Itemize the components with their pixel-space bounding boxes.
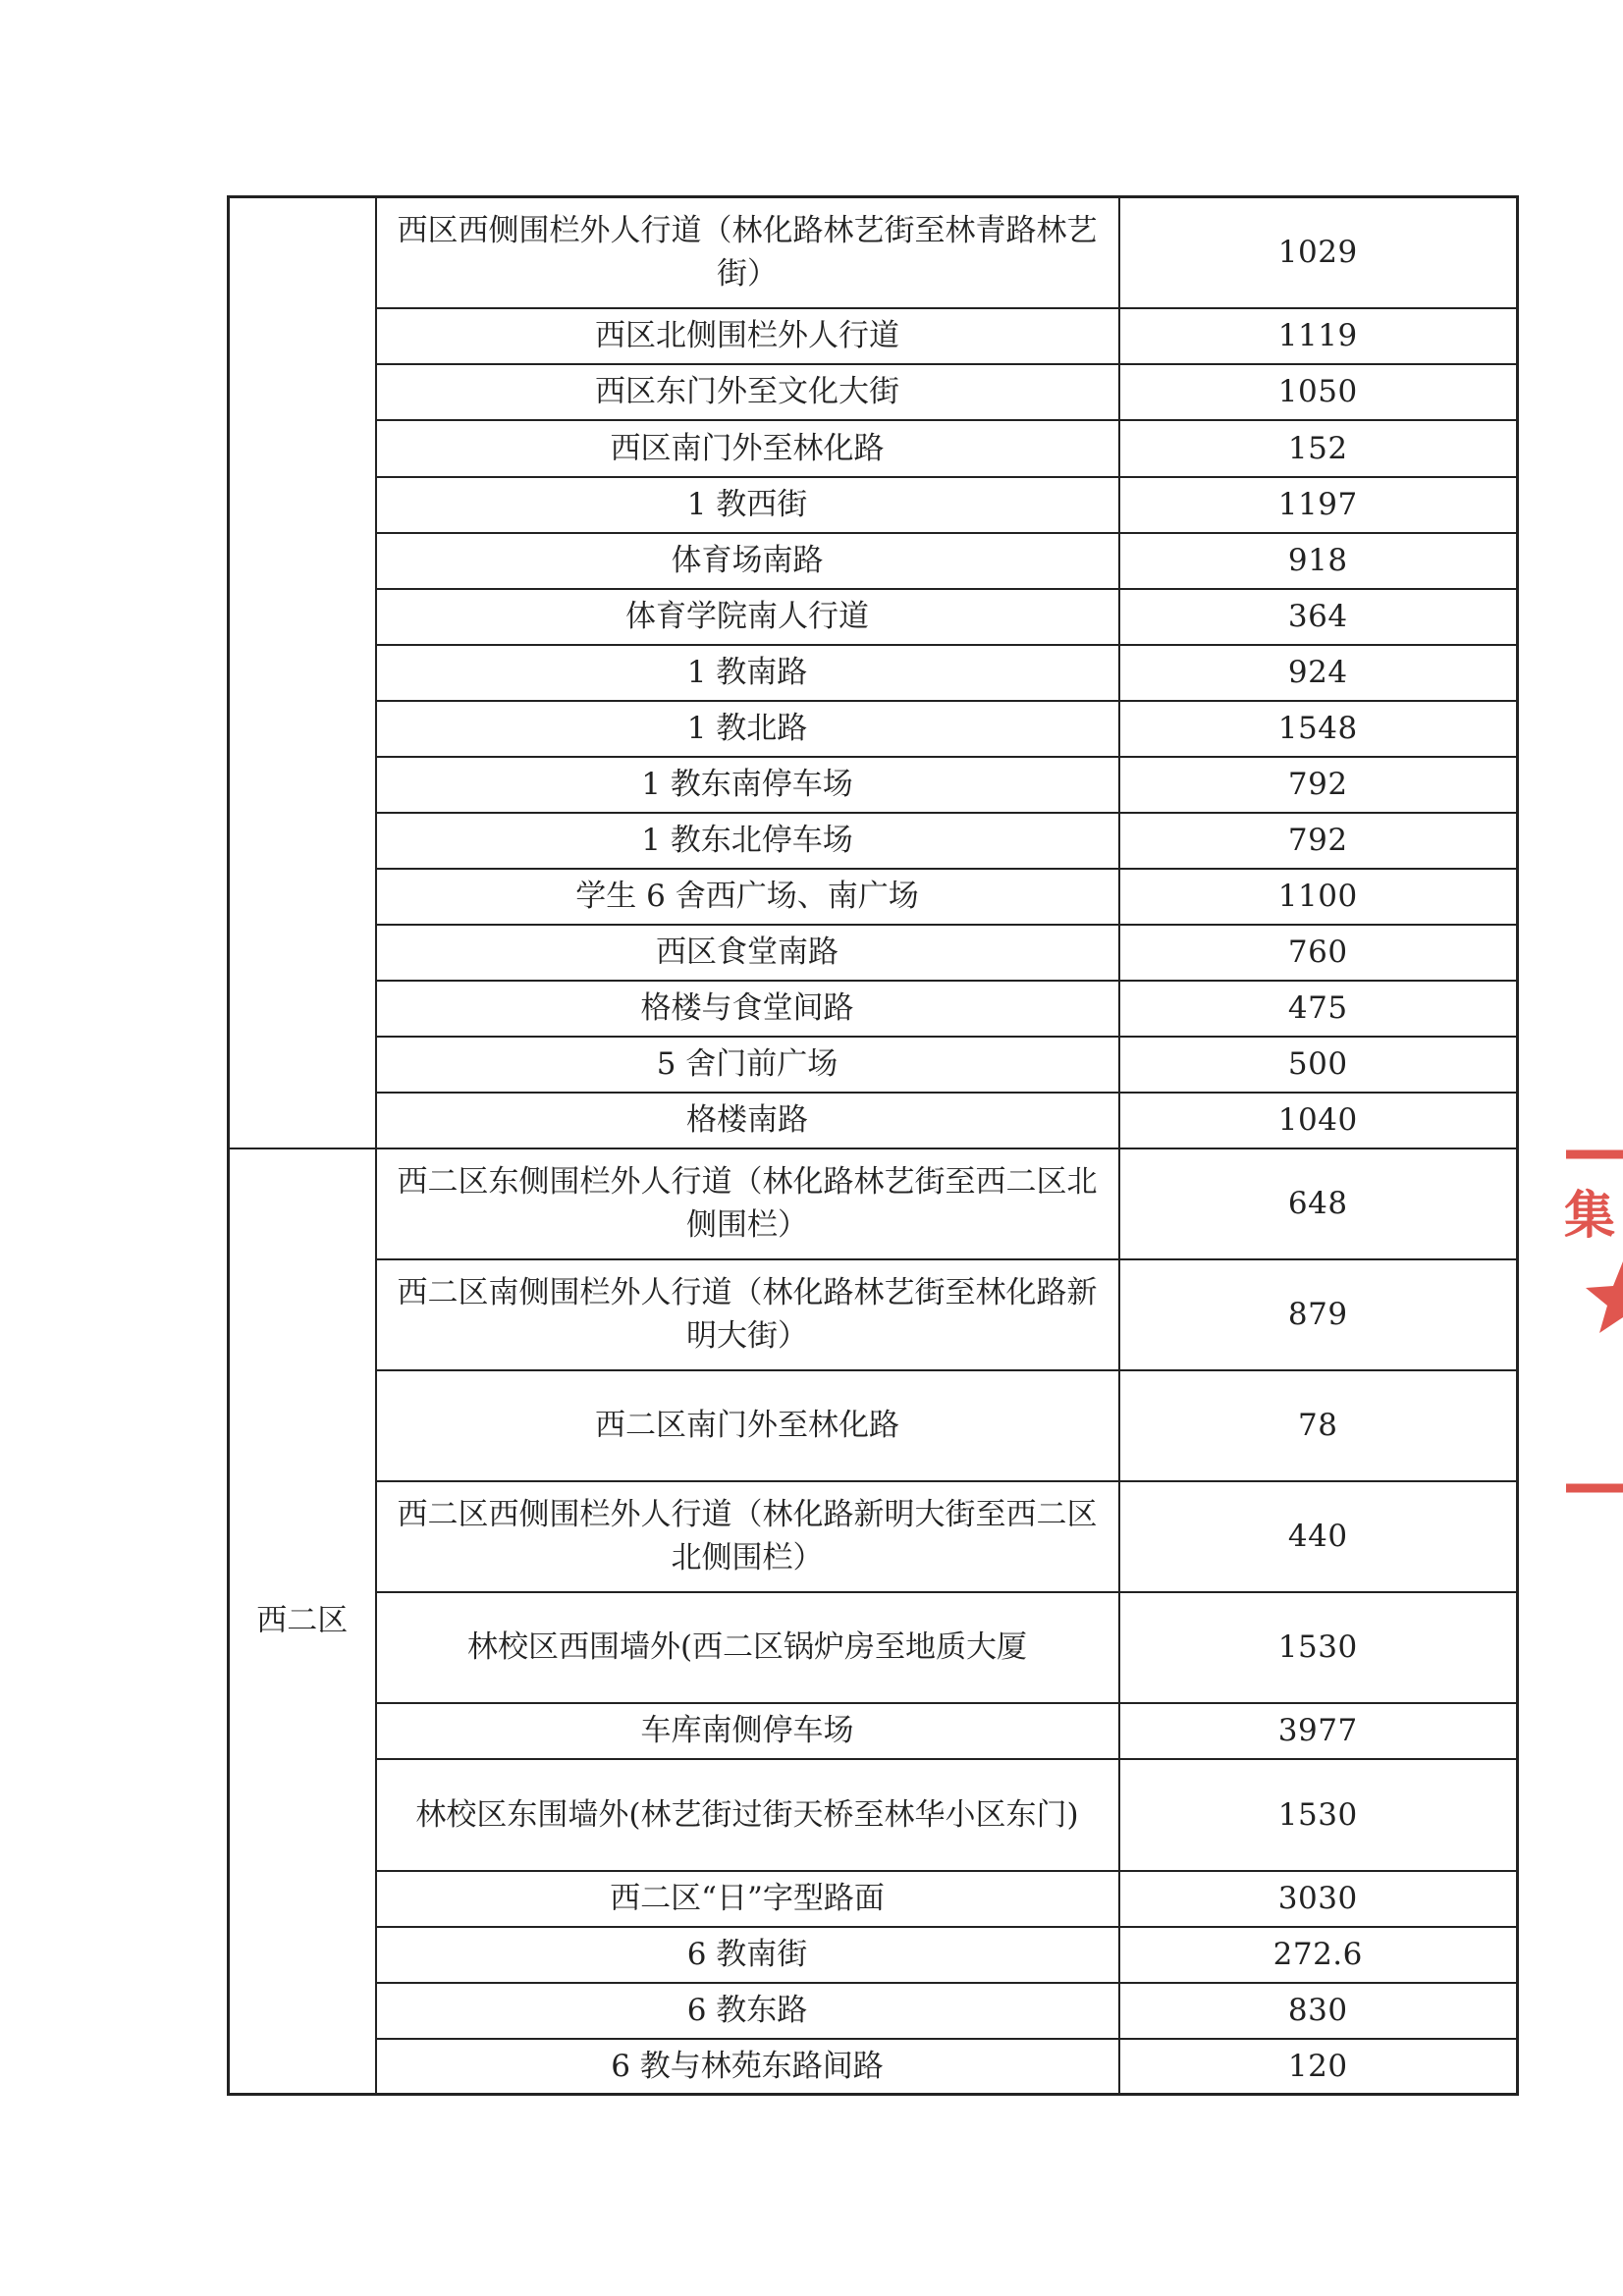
road-name-cell: 车库南侧停车场 <box>376 1703 1119 1759</box>
table-row <box>229 1093 1518 1148</box>
road-name-cell: 1 教北路 <box>376 701 1119 757</box>
table-row <box>229 645 1518 701</box>
area-value-cell: 440 <box>1119 1481 1518 1592</box>
seal-star-icon <box>1586 1261 1623 1333</box>
road-name-cell: 学生 6 舍西广场、南广场 <box>376 869 1119 925</box>
area-value-cell: 1530 <box>1119 1592 1518 1703</box>
area-value-cell: 120 <box>1119 2039 1518 2095</box>
road-name-cell: 1 教西街 <box>376 477 1119 533</box>
table-row <box>229 1983 1518 2039</box>
area-value-cell: 648 <box>1119 1148 1518 1259</box>
road-name-cell: 林校区西围墙外(西二区锅炉房至地质大厦 <box>376 1592 1119 1703</box>
area-value-cell: 830 <box>1119 1983 1518 2039</box>
area-value-cell: 918 <box>1119 533 1518 589</box>
area-value-cell: 1029 <box>1119 197 1518 308</box>
table-row <box>229 1481 1518 1592</box>
road-name-cell: 西二区东侧围栏外人行道（林化路林艺街至西二区北侧围栏） <box>376 1148 1119 1259</box>
area-value-cell: 1530 <box>1119 1759 1518 1871</box>
road-name-cell: 西二区“日”字型路面 <box>376 1871 1119 1927</box>
table-row <box>229 364 1518 420</box>
table-row <box>229 1259 1518 1370</box>
road-name-cell: 西二区西侧围栏外人行道（林化路新明大街至西二区北侧围栏） <box>376 1481 1119 1592</box>
seal-text: 集 <box>1563 1186 1616 1246</box>
table-row <box>229 1927 1518 1983</box>
table-row <box>229 701 1518 757</box>
roads-area-table <box>227 195 1519 2096</box>
road-name-cell: 格楼与食堂间路 <box>376 981 1119 1037</box>
table-row <box>229 1148 1518 1259</box>
red-seal-stamp <box>1556 1148 1623 1502</box>
area-value-cell: 364 <box>1119 589 1518 645</box>
area-value-cell: 152 <box>1119 420 1518 477</box>
area-value-cell: 1050 <box>1119 364 1518 420</box>
table-row <box>229 533 1518 589</box>
area-value-cell: 78 <box>1119 1370 1518 1481</box>
road-name-cell: 格楼南路 <box>376 1093 1119 1148</box>
seal-bracket-shapes <box>1563 1154 1623 1488</box>
area-value-cell: 475 <box>1119 981 1518 1037</box>
area-value-cell: 924 <box>1119 645 1518 701</box>
table-row <box>229 1592 1518 1703</box>
road-name-cell: 西二区南门外至林化路 <box>376 1370 1119 1481</box>
area-value-cell: 1197 <box>1119 477 1518 533</box>
area-value-cell: 3030 <box>1119 1871 1518 1927</box>
road-name-cell: 5 舍门前广场 <box>376 1037 1119 1093</box>
table-row <box>229 2039 1518 2095</box>
table-row <box>229 1370 1518 1481</box>
road-name-cell: 1 教东北停车场 <box>376 813 1119 869</box>
table-row <box>229 1037 1518 1093</box>
road-name-cell: 体育场南路 <box>376 533 1119 589</box>
table-row <box>229 197 1518 308</box>
area-value-cell: 879 <box>1119 1259 1518 1370</box>
area-value-cell: 1040 <box>1119 1093 1518 1148</box>
road-name-cell: 西区西侧围栏外人行道（林化路林艺街至林青路林艺街） <box>376 197 1119 308</box>
table-row <box>229 757 1518 813</box>
area-value-cell: 1548 <box>1119 701 1518 757</box>
area-value-cell: 1100 <box>1119 869 1518 925</box>
table-row <box>229 308 1518 364</box>
table-row <box>229 925 1518 981</box>
area-value-cell: 3977 <box>1119 1703 1518 1759</box>
table-row <box>229 813 1518 869</box>
road-name-cell: 西区南门外至林化路 <box>376 420 1119 477</box>
table-row <box>229 981 1518 1037</box>
area-value-cell: 272.6 <box>1119 1927 1518 1983</box>
road-name-cell: 西二区南侧围栏外人行道（林化路林艺街至林化路新明大街） <box>376 1259 1119 1370</box>
road-name-cell: 西区东门外至文化大街 <box>376 364 1119 420</box>
area-value-cell: 1119 <box>1119 308 1518 364</box>
table-row <box>229 589 1518 645</box>
area-value-cell: 792 <box>1119 757 1518 813</box>
area-value-cell: 792 <box>1119 813 1518 869</box>
table-row <box>229 1759 1518 1871</box>
area-value-cell: 500 <box>1119 1037 1518 1093</box>
area-cell <box>229 197 376 1148</box>
road-name-cell: 林校区东围墙外(林艺街过街天桥至林华小区东门) <box>376 1759 1119 1871</box>
table-row <box>229 477 1518 533</box>
table-row <box>229 1703 1518 1759</box>
table-row <box>229 420 1518 477</box>
area-cell: 西二区 <box>229 1148 376 2095</box>
table-row <box>229 1871 1518 1927</box>
road-name-cell: 西区北侧围栏外人行道 <box>376 308 1119 364</box>
roads-area-table-container <box>227 195 1516 2096</box>
road-name-cell: 6 教与林苑东路间路 <box>376 2039 1119 2095</box>
road-name-cell: 6 教南街 <box>376 1927 1119 1983</box>
road-name-cell: 6 教东路 <box>376 1983 1119 2039</box>
table-row <box>229 869 1518 925</box>
road-name-cell: 1 教南路 <box>376 645 1119 701</box>
road-name-cell: 体育学院南人行道 <box>376 589 1119 645</box>
road-name-cell: 1 教东南停车场 <box>376 757 1119 813</box>
table-body <box>229 197 1518 2095</box>
road-name-cell: 西区食堂南路 <box>376 925 1119 981</box>
area-value-cell: 760 <box>1119 925 1518 981</box>
